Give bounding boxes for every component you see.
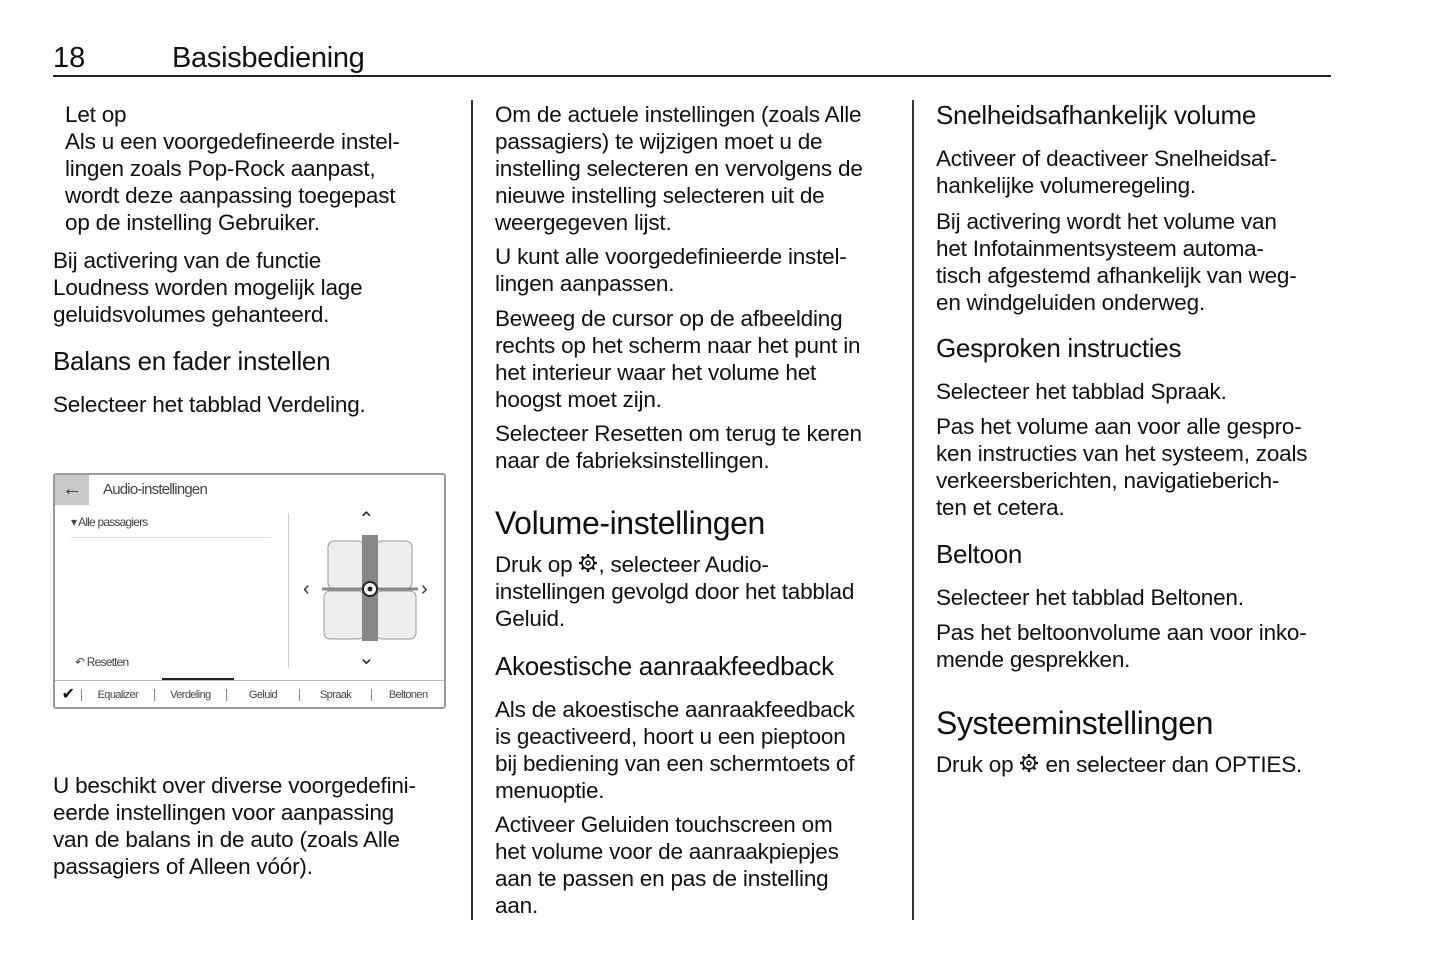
heading-snelheid: Snelheidsafhankelijk volume — [936, 100, 1256, 130]
heading-akoestische-feedback: Akoestische aanraakfeedback — [495, 651, 834, 681]
paragraph: Activeer Geluiden touchscreen om het volume voor de aanraakpiepjes aan te passen en pas de instelling aan. — [495, 812, 839, 918]
heading-gesproken: Gesproken instructies — [936, 333, 1182, 363]
paragraph: Selecteer het tabblad Beltonen. — [936, 585, 1244, 610]
heading-balans: Balans en fader instellen — [53, 346, 331, 376]
audio-settings-screenshot — [53, 473, 446, 709]
paragraph: U kunt alle voorgedefinieerde instel- lingen aanpassen. — [495, 244, 847, 296]
car-interior-seats-icon — [320, 533, 420, 645]
column-divider — [912, 100, 914, 920]
paragraph: Als de akoestische aanraakfeedback is geactiveerd, hoort u een pieptoon bij bediening van een schermtoets of menuoptie. — [495, 697, 855, 803]
reset-button: ↶ Resetten — [75, 655, 129, 669]
tab-spraak: Spraak — [299, 689, 372, 701]
tab-equalizer: Equalizer — [81, 689, 154, 701]
tab-geluid: Geluid — [226, 689, 299, 701]
text: Druk op — [936, 752, 1020, 777]
heading-beltoon: Beltoon — [936, 539, 1023, 569]
column-divider — [471, 100, 473, 920]
text: , selecteer Audio- instellingen gevolgd door het tabblad Geluid. — [495, 552, 855, 631]
chevron-left-icon: ‹ — [303, 578, 310, 600]
preset-dropdown: ▾ Alle passagiers — [71, 515, 148, 529]
reset-label: Resetten — [86, 655, 129, 669]
paragraph: Bij activering wordt het volume van het Infotainmentsysteem automa- tisch afgestemd afhankelijk van weg- en windgeluiden onderweg. — [936, 209, 1297, 315]
paragraph: Selecteer het tabblad Spraak. — [936, 379, 1227, 404]
dropdown-value: Alle passagiers — [78, 515, 148, 529]
divider — [288, 513, 289, 668]
divider — [71, 537, 271, 538]
section-title: Basisbediening — [172, 42, 365, 74]
paragraph: Om de actuele instellingen (zoals Alle passagiers) te wijzigen moet u de instelling selecteren en vervolgens de nieuwe instelling selecteren uit de weergegeven lijst. — [495, 102, 863, 235]
paragraph: Beweeg de cursor op de afbeelding rechts op het scherm naar het punt in het interieur waar het volume het hoogst moet zijn. — [495, 306, 861, 412]
heading-systeeminstellingen: Systeeminstellingen — [936, 705, 1213, 741]
header-rule — [53, 75, 1331, 77]
figure-title-bar — [55, 475, 444, 505]
paragraph: Pas het volume aan voor alle gespro- ken instructies van het systeem, zoals verkeersberichten, navigatieberich- ten et cetera. — [936, 414, 1308, 520]
figure-tab-bar — [55, 680, 444, 708]
paragraph: Bij activering van de functie Loudness worden mogelijk lage geluidsvolumes gehanteerd. — [53, 248, 363, 327]
paragraph: Pas het beltoonvolume aan voor inko- mende gesprekken. — [936, 620, 1307, 672]
text: Druk op — [495, 552, 579, 577]
heading-volume-instellingen: Volume-instellingen — [495, 505, 765, 541]
chevron-up-icon: ⌃ — [358, 509, 375, 531]
check-icon: ✔ — [61, 685, 75, 703]
gear-icon — [1019, 753, 1039, 773]
chevron-down-icon: ⌄ — [358, 647, 375, 669]
note-block: Let op Als u een voorgedefineerde instel- lingen zoals Pop-Rock aanpast, wordt deze aanpassing toegepast op de instelling Gebruiker. — [65, 102, 400, 235]
tab-beltonen: Beltonen — [371, 689, 444, 701]
paragraph — [495, 551, 854, 632]
paragraph — [936, 751, 1302, 778]
paragraph: Activeer of deactiveer Snelheidsaf- hankelijke volumeregeling. — [936, 146, 1277, 198]
paragraph: Selecteer Resetten om terug te keren naar de fabrieksinstellingen. — [495, 421, 862, 473]
paragraph: Selecteer het tabblad Verdeling. — [53, 392, 366, 417]
figure-title: Audio-instellingen — [103, 481, 208, 498]
back-arrow-icon: ← — [55, 475, 89, 505]
chevron-right-icon: › — [421, 578, 428, 600]
gear-icon — [578, 553, 598, 573]
text: en selecteer dan OPTIES. — [1039, 752, 1303, 777]
page-number: 18 — [53, 42, 86, 74]
tab-verdeling: Verdeling — [154, 689, 227, 701]
paragraph: U beschikt over diverse voorgedefini- eerde instellingen voor aanpassing van de balans in de auto (zoals Alle passagiers of Alleen vóór). — [53, 773, 416, 879]
